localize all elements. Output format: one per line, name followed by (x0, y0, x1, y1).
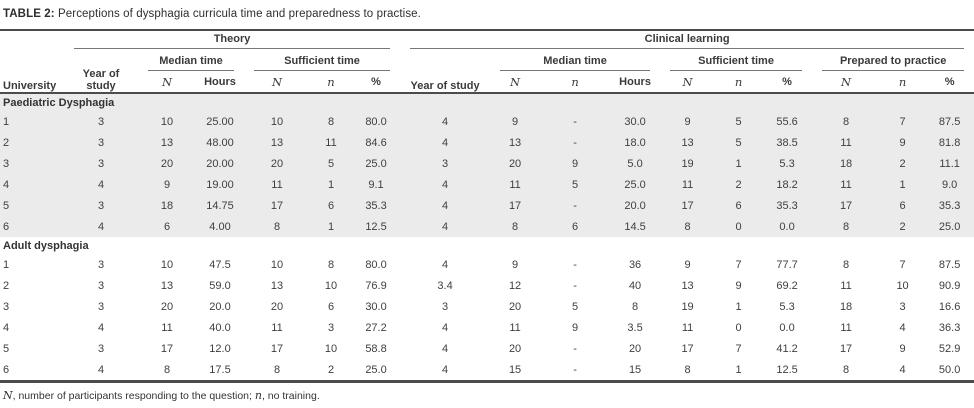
table-cell: 8 (273, 220, 281, 233)
table-cell: 30.0 (624, 115, 646, 128)
table-row (0, 254, 974, 275)
table-cell: 19 (681, 157, 694, 170)
table-cell: 10 (160, 258, 174, 271)
table-cell: 40.0 (209, 321, 231, 334)
table-cell: 9 (512, 115, 519, 128)
table-cell: 20 (270, 300, 284, 313)
table-cell: 17.5 (209, 363, 231, 376)
table-cell: 10 (270, 115, 284, 128)
table-cell: 3 (97, 115, 105, 128)
table-cell: 4 (442, 136, 449, 149)
table-cell: - (573, 136, 577, 149)
table-cell: 11.1 (939, 157, 960, 170)
table-cell: 41.2 (776, 342, 798, 355)
table-cell: 25.0 (624, 178, 646, 191)
table-cell: 4.00 (209, 220, 231, 233)
table-row (0, 296, 974, 317)
table-cell: 4 (899, 363, 906, 376)
table-cell: 9 (899, 342, 906, 355)
table-cell: 8 (327, 258, 335, 271)
table-cell: 8 (632, 300, 639, 313)
col-header-N: N (682, 74, 693, 89)
table-cell: - (573, 199, 577, 212)
table-cell: 4 (442, 220, 449, 233)
table-cell: 0.0 (779, 321, 795, 334)
table-cell: - (573, 279, 577, 292)
table-cell: 20 (160, 157, 174, 170)
table-cell: 13 (681, 136, 694, 149)
table-cell: 8 (843, 115, 850, 128)
cell-university: 6 (3, 220, 10, 233)
table-cell: 6 (899, 199, 906, 212)
cell-university: 1 (3, 258, 10, 271)
cell-university: 3 (3, 300, 10, 313)
table-cell: 20 (628, 342, 642, 355)
table-cell: 10 (896, 279, 909, 292)
table-cell: 9 (899, 136, 906, 149)
table-cell: 11 (161, 321, 173, 334)
table-cell: 10 (324, 342, 338, 355)
table-cell: 8 (163, 363, 171, 376)
table-cell: 14.5 (624, 220, 646, 233)
table-cell: 11 (271, 321, 283, 334)
col-header-theory-year-of-study: Year of study (82, 68, 120, 92)
table-cell: 6 (163, 220, 171, 233)
table-cell: 20.0 (624, 199, 646, 212)
table-cell: 11 (681, 321, 694, 334)
table-cell: 1 (735, 363, 742, 376)
table-caption (3, 8, 974, 20)
section-title: Adult dysphagia (3, 239, 89, 252)
table-cell: 4 (899, 321, 906, 334)
table-cell: 3.4 (437, 279, 453, 292)
table-cell: 87.5 (938, 258, 961, 271)
col-header-clinical-year-of-study: Year of study (410, 80, 480, 92)
table-cell: 36 (628, 258, 642, 271)
col-header-n: n (327, 74, 335, 89)
table-cell: 13 (270, 136, 284, 149)
table-row (0, 359, 974, 382)
col-header-university: University (3, 80, 57, 92)
table-cell: 50.0 (938, 363, 961, 376)
table-cell: 4 (442, 321, 449, 334)
table-cell: 4 (442, 363, 449, 376)
footnote-text: , number of participants responding to the question; (12, 390, 255, 402)
table-row (0, 216, 974, 237)
table-cell: 1 (735, 157, 742, 170)
table-cell: 13 (160, 279, 174, 292)
table-cell: 3 (442, 300, 449, 313)
table-cell: 9 (512, 258, 519, 271)
footnote-N-symbol: N (3, 389, 13, 402)
table-cell: 80.0 (365, 258, 387, 271)
table-cell: 80.0 (365, 115, 387, 128)
table-cell: 18 (839, 300, 853, 313)
table-cell: - (573, 363, 577, 376)
cell-university: 5 (3, 199, 10, 212)
table-cell: 9 (163, 178, 171, 191)
table-cell: 4 (97, 178, 105, 191)
table-cell: 3 (97, 157, 105, 170)
table-cell: 6 (735, 199, 742, 212)
table-cell: 3 (97, 258, 105, 271)
table-cell: 20.00 (206, 157, 234, 170)
table-cell: 52.9 (938, 342, 961, 355)
table-caption-text: Perceptions of dysphagia curricula time and preparedness to practise. (54, 8, 421, 20)
median-time-label: Median time (148, 55, 234, 71)
table-cell: 25.0 (365, 363, 387, 376)
table-cell: 17 (270, 199, 284, 212)
table-header (0, 30, 974, 93)
table-cell: 13 (270, 279, 284, 292)
table-cell: 4 (442, 342, 449, 355)
table-cell: 17 (160, 342, 174, 355)
table-cell: 15 (628, 363, 642, 376)
cell-university: 5 (3, 342, 10, 355)
col-group-theory (64, 30, 400, 49)
cell-university: 4 (3, 178, 10, 191)
table-cell: 8 (684, 220, 691, 233)
table-cell: 35.3 (776, 199, 798, 212)
median-time-label: Median time (500, 55, 650, 71)
table-cell: 12.5 (776, 363, 798, 376)
table-cell: 13 (160, 136, 174, 149)
table-cell: 18 (839, 157, 853, 170)
col-group-theory-median-time (138, 49, 244, 71)
table-cell: 7 (899, 115, 906, 128)
table-cell: 25.00 (206, 115, 234, 128)
table-cell: 3 (97, 342, 105, 355)
table-cell: 11 (325, 136, 337, 149)
table-cell: 0.0 (779, 220, 795, 233)
table-cell: 11 (840, 136, 852, 149)
cell-university: 4 (3, 321, 10, 334)
table-cell: 11 (509, 321, 521, 334)
table-cell: 18.2 (776, 178, 798, 191)
col-group-theory-sufficient-time (244, 49, 400, 71)
table-cell: 20 (508, 342, 522, 355)
cell-university: 3 (3, 157, 10, 170)
table-cell: 48.00 (206, 136, 234, 149)
cell-university: 6 (3, 363, 10, 376)
cell-university: 2 (3, 136, 10, 149)
table-cell: 3 (899, 300, 906, 313)
sufficient-time-label: Sufficient time (254, 55, 390, 71)
table-cell: 20 (160, 300, 174, 313)
table-footnote (3, 389, 974, 402)
table-cell: 81.8 (938, 136, 961, 149)
table-cell: 40 (628, 279, 642, 292)
col-header-percent: % (782, 75, 792, 88)
sufficient-time-label: Sufficient time (670, 55, 802, 71)
table-cell: 10 (324, 279, 338, 292)
col-group-theory-label: Theory (74, 33, 390, 49)
table-cell: 2 (899, 220, 906, 233)
col-header-N: N (841, 74, 852, 89)
table-cell: 27.2 (365, 321, 387, 334)
table-cell: - (573, 258, 577, 271)
col-header-percent: % (371, 75, 381, 88)
table-cell: 25.0 (365, 157, 387, 170)
header-row-groups (0, 30, 974, 49)
table-cell: 2 (735, 178, 742, 191)
table-cell: 18 (160, 199, 174, 212)
table-cell: 1 (735, 300, 742, 313)
table-cell: 47.5 (209, 258, 231, 271)
footnote-text: , no training. (261, 390, 320, 402)
table-cell: 58.8 (365, 342, 387, 355)
table-row (0, 111, 974, 132)
table-cell: 38.5 (776, 136, 798, 149)
table-cell: 77.7 (776, 258, 798, 271)
table-cell: 17 (839, 199, 853, 212)
col-header-percent: % (944, 75, 955, 88)
section-header-row (0, 93, 974, 111)
table-caption-label: TABLE 2: (3, 8, 55, 20)
col-header-N: N (161, 74, 173, 89)
table-cell: 6 (327, 300, 335, 313)
table-cell: 10 (160, 115, 174, 128)
table-cell: 1 (327, 178, 335, 191)
table-cell: 1 (327, 220, 335, 233)
table-cell: 13 (681, 279, 694, 292)
section-header-row (0, 237, 974, 254)
table-cell: 18.0 (624, 136, 646, 149)
table-cell: 0 (735, 220, 742, 233)
table-cell: 90.9 (938, 279, 961, 292)
col-header-n: n (571, 74, 579, 89)
table-cell: 5 (327, 157, 335, 170)
table-cell: 3 (97, 199, 105, 212)
table-cell: 1 (899, 178, 906, 191)
table-cell: 5 (572, 178, 579, 191)
col-header-N: N (271, 74, 283, 89)
table-cell: 9.1 (368, 178, 384, 191)
table-cell: 5 (735, 115, 742, 128)
footnote-n-symbol: n (254, 389, 262, 402)
table-cell: 16.6 (938, 300, 961, 313)
table-cell: 8 (327, 115, 335, 128)
prepared-to-practice-label: Prepared to practice (822, 55, 964, 71)
table-cell: 2 (327, 363, 335, 376)
table-cell: 3.5 (627, 321, 643, 334)
table-cell: 3 (97, 300, 105, 313)
table-cell: 7 (735, 342, 742, 355)
table-cell: 8 (273, 363, 281, 376)
table-cell: 87.5 (938, 115, 961, 128)
table-cell: 17 (270, 342, 284, 355)
table-cell: 12 (508, 279, 522, 292)
table-cell: 4 (442, 258, 449, 271)
header-row-subgroups (0, 49, 974, 71)
table-cell: 8 (512, 220, 519, 233)
col-header-hours: Hours (204, 75, 236, 88)
col-header-N: N (510, 74, 521, 89)
col-group-clinical-label: Clinical learning (410, 33, 964, 49)
table-cell: 11 (681, 178, 694, 191)
section-title: Paediatric Dysphagia (3, 96, 115, 109)
table-cell: 8 (843, 258, 850, 271)
table-row (0, 317, 974, 338)
table-cell: 8 (684, 363, 691, 376)
table-cell: 69.2 (776, 279, 798, 292)
col-group-clinical-sufficient-time (660, 49, 812, 71)
table-cell: 9 (684, 115, 691, 128)
table-row (0, 338, 974, 359)
table-row (0, 132, 974, 153)
table-cell: 12.0 (209, 342, 231, 355)
table-cell: 9 (572, 321, 579, 334)
table-cell: 4 (97, 321, 105, 334)
table-cell: 3 (442, 157, 449, 170)
table-row (0, 153, 974, 174)
table-cell: 10 (270, 258, 284, 271)
table-cell: 15 (508, 363, 522, 376)
table-cell: 20 (508, 300, 522, 313)
table-row (0, 195, 974, 216)
table-cell: 3 (327, 321, 335, 334)
table-cell: 3 (97, 279, 105, 292)
table-cell: 4 (97, 220, 105, 233)
table-cell: 19 (681, 300, 694, 313)
table-cell: 35.3 (365, 199, 387, 212)
table-cell: 4 (442, 199, 449, 212)
table-cell: 11 (840, 279, 852, 292)
table-cell: 84.6 (365, 136, 387, 149)
table-cell: 7 (735, 258, 742, 271)
col-header-n: n (734, 74, 743, 89)
table-cell: 9 (684, 258, 691, 271)
table-cell: 5.0 (627, 157, 643, 170)
table-cell: 6 (327, 199, 335, 212)
col-group-prepared-to-practice (812, 49, 974, 71)
table-cell: 20.0 (209, 300, 231, 313)
table-body (0, 93, 974, 382)
table-row (0, 275, 974, 296)
table-cell: 17 (681, 199, 694, 212)
table-cell: 17 (839, 342, 853, 355)
table-cell: 2 (899, 157, 906, 170)
table-cell: 5.3 (779, 300, 795, 313)
table-cell: 4 (97, 363, 105, 376)
table-cell: 8 (843, 363, 850, 376)
table-cell: - (573, 115, 577, 128)
table-cell: 20 (270, 157, 284, 170)
table-cell: 36.3 (938, 321, 961, 334)
table-cell: 9.0 (941, 178, 958, 191)
table-cell: 9 (572, 157, 579, 170)
table-row (0, 174, 974, 195)
table-cell: 6 (572, 220, 579, 233)
table-cell: 12.5 (365, 220, 387, 233)
table-cell: 4 (442, 178, 449, 191)
table-cell: 30.0 (365, 300, 387, 313)
table-cell: 5.3 (779, 157, 795, 170)
table-cell: 4 (442, 115, 449, 128)
cell-university: 2 (3, 279, 10, 292)
table-cell: 14.75 (206, 199, 234, 212)
table-cell: - (573, 342, 577, 355)
table-cell: 0 (735, 321, 742, 334)
table-cell: 11 (509, 178, 521, 191)
table-cell: 9 (735, 279, 742, 292)
table-cell: 17 (508, 199, 522, 212)
cell-university: 1 (3, 115, 10, 128)
table-cell: 11 (271, 178, 283, 191)
col-group-clinical-median-time (490, 49, 660, 71)
table-cell: 3 (97, 136, 105, 149)
table-cell: 17 (681, 342, 694, 355)
table-cell: 19.00 (206, 178, 234, 191)
table-cell: 20 (508, 157, 522, 170)
col-group-clinical-learning (400, 30, 974, 49)
table-cell: 76.9 (365, 279, 387, 292)
col-header-n: n (898, 74, 907, 89)
table-cell: 5 (572, 300, 579, 313)
table-cell: 7 (899, 258, 906, 271)
table-cell: 25.0 (938, 220, 961, 233)
table-cell: 55.6 (776, 115, 798, 128)
table-cell: 13 (508, 136, 522, 149)
table-cell: 59.0 (209, 279, 231, 292)
table-cell: 5 (735, 136, 742, 149)
table-cell: 35.3 (938, 199, 961, 212)
table-cell: 11 (840, 321, 852, 334)
table-cell: 8 (843, 220, 850, 233)
col-header-hours: Hours (619, 75, 651, 88)
data-table (0, 29, 974, 383)
table-cell: 11 (840, 178, 852, 191)
